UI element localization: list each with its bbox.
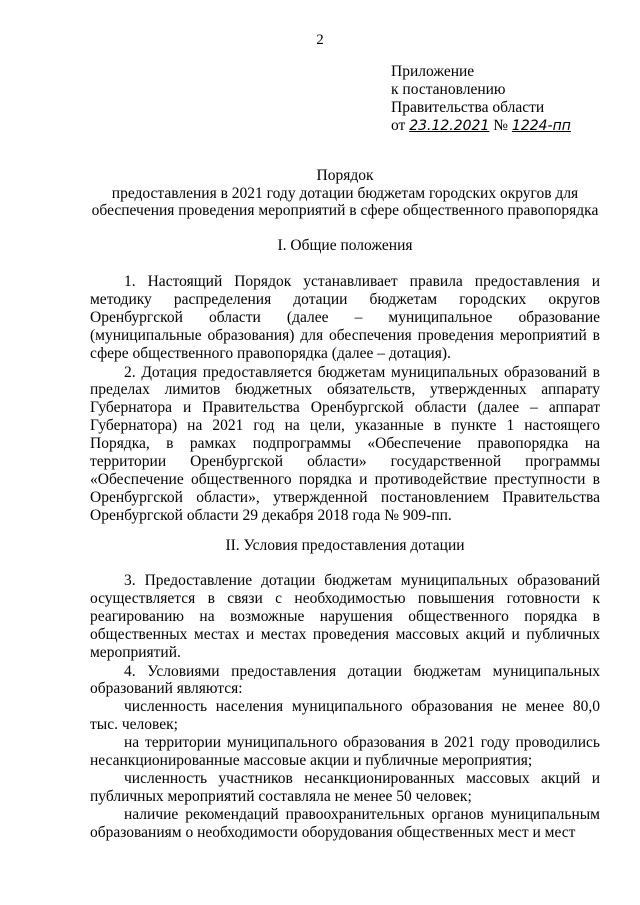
number-sign: № [493, 117, 509, 134]
appendix-line-1: Приложение [391, 63, 475, 80]
condition-unsanctioned-events: на территории муниципального образования в 2021 году проводились несанкционированные массовые акции и публичные мероприятия; [90, 734, 600, 770]
handwritten-date: 23.12.2021 [409, 118, 490, 134]
condition-participants: численность участников несанкционированных массовых акций и публичных мероприятий составляла не менее 50 человек; [90, 769, 600, 805]
document-title [90, 167, 600, 220]
appendix-line-2: к постановлению [391, 81, 506, 98]
title-line-1: предоставления в 2021 году дотации бюджетам городских округов для [111, 184, 579, 202]
title-heading: Порядок [316, 167, 374, 184]
condition-recommendations: наличие рекомендаций правоохранительных органов муниципальным образованиям о необходимости оборудования общественных мест и мест [90, 805, 600, 841]
paragraph-3: 3. Предоставление дотации бюджетам муниципальных образований осуществляется в связи с необходимостью повышения готовности к реагированию на возможные нарушения общественного порядка в общественных местах и местах проведения массовых акций и публичных мероприятий. [90, 572, 600, 661]
paragraph-1: 1. Настоящий Порядок устанавливает правила предоставления и методику распределения дотации бюджетам городских округов Оренбургской области (далее – муниципальное образование (муниципальные образования) для обеспечения проведения мероприятий в сфере общественного правопорядка (далее – дотация). [90, 273, 600, 362]
date-prefix: от [391, 117, 406, 134]
handwritten-number: 1224-пп [511, 118, 571, 134]
page-number: 2 [316, 32, 324, 48]
section-1-body [90, 273, 600, 525]
appendix-date-row [391, 117, 571, 135]
condition-population: численность населения муниципального образования не менее 80,0 тыс. человек; [90, 698, 600, 734]
section-1-heading: I. Общие положения [277, 237, 413, 254]
paragraph-2: 2. Дотация предоставляется бюджетам муниципальных образований в пределах лимитов бюджетных обязательств, утвержденных аппарату Губернатора и Правительства Оренбургской области (далее – аппарат Губернатора) на 2021 год на цели, указанные в пункте 1 настоящего Порядка, в рамках подпрограммы «Обеспечение правопорядка на территории Оренбургской области» государственной программы «Обеспечение общественного порядка и противодействие преступности в Оренбургской области», утвержденной постановлением Правительства Оренбургской области 29 декабря 2018 года № 909-пп. [90, 363, 600, 524]
section-2-heading: II. Условия предоставления дотации [225, 537, 465, 554]
section-2-body [90, 572, 600, 842]
paragraph-4: 4. Условиями предоставления дотации бюджетам муниципальных образований являются: [90, 662, 600, 698]
appendix-block [391, 63, 571, 135]
appendix-line-3: Правительства области [391, 99, 545, 116]
title-line-2: обеспечения проведения мероприятий в сфере общественного правопорядка [91, 202, 599, 219]
